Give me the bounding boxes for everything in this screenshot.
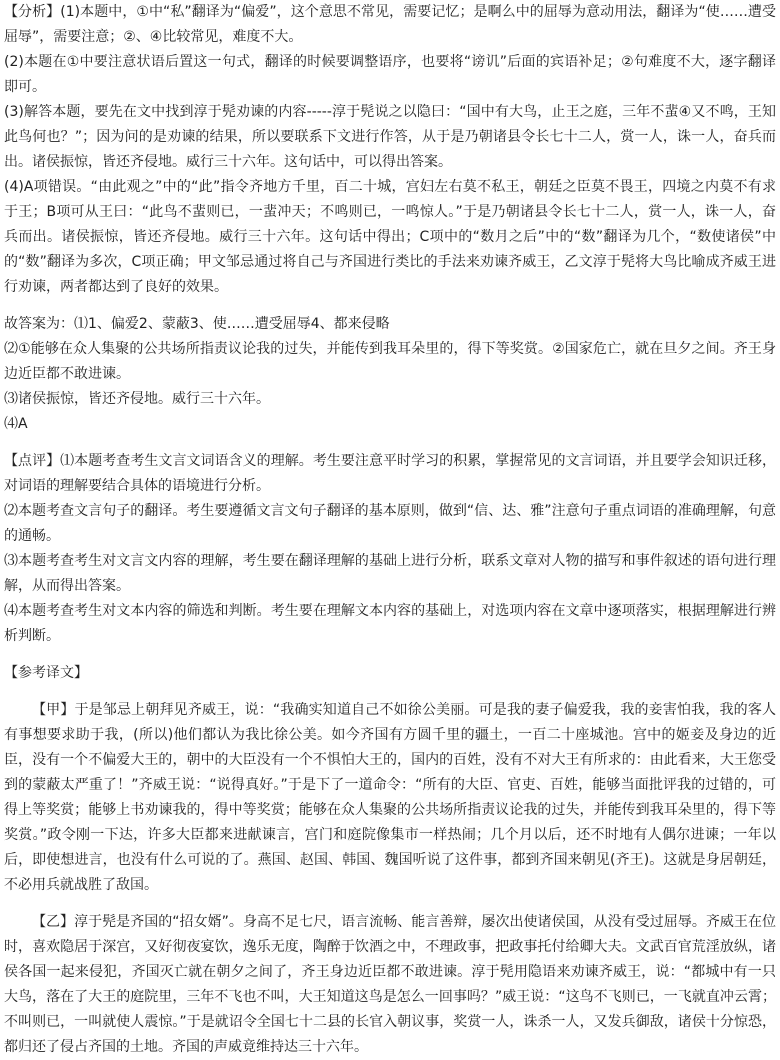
analysis-paragraph-4: (4)A项错误。“由此观之”中的“此”指令齐地方千里，百二十城，宫妇左右莫不私王，朝廷之臣莫不畏王，四境之内莫不有求于王；B项可从王曰：“此鸟不蜚则已，一蜚冲天；不鸣则已，一鸣惊人。”于是乃朝诸县令长七十二人，赏一人，诛一人，奋兵而出。诸侯振惊，皆还齐侵地。威行三十六年。这句话中得出；C项中的“数月之后”中的“数”翻译为几个，“数使诸侯”中的“数”翻译为多次，C项正确；甲文邹忌通过将自己与齐国进行类比的手法来劝谏齐威王，乙文淳于髡将大鸟比喻成齐威王进行劝谏，两者都达到了良好的效果。 (4, 179, 776, 295)
comment-section (4, 449, 776, 649)
spacer (4, 649, 776, 661)
analysis-paragraph-3: (3)解答本题，要先在文中找到淳于髡劝谏的内容-----淳于髡说之以隐曰：“国中有大鸟，止王之庭，三年不蜚④又不鸣，王知此鸟何也？”；因为问的是劝谏的结果，所以要联系下文进行作答，从于是乃朝诸县令长七十二人，赏一人，诛一人，奋兵而出。诸侯振惊，皆还齐侵地。威行三十六年。这句话中，可以得出答案。 (4, 104, 776, 170)
comment-paragraph-1: 【点评】⑴本题考查考生文言文词语含义的理解。考生要注意平时学习的积累，掌握常见的文言词语，并且要学会知识迁移，对词语的理解要结合具体的语境进行分析。 (4, 453, 776, 494)
answer-line-3: ⑶诸侯振惊，皆还齐侵地。威行三十六年。 (4, 391, 270, 407)
reference-translation-section (4, 661, 776, 1060)
comment-paragraph-4: ⑷本题考查考生对文本内容的筛选和判断。考生要在理解文本内容的基础上，对选项内容在文章中逐项落实，根据理解进行辨析判断。 (4, 603, 776, 644)
answer-line-4: ⑷A (4, 416, 28, 432)
comment-paragraph-2: ⑵本题考查文言句子的翻译。考生要遵循文言文句子翻译的基本原则，做到“信、达、雅”注意句子重点词语的准确理解，句意的通畅。 (4, 503, 776, 544)
spacer (4, 686, 776, 698)
reference-translation-heading: 【参考译文】 (4, 665, 88, 681)
spacer (4, 300, 776, 312)
comment-paragraph-3: ⑶本题考查考生对文言文内容的理解，考生要在翻译理解的基础上进行分析，联系文章对人物的描写和事件叙述的语句进行理解，从而得出答案。 (4, 553, 776, 594)
analysis-section (4, 0, 776, 300)
spacer (4, 437, 776, 449)
translation-jia-paragraph: 【甲】于是邹忌上朝拜见齐威王，说：“我确实知道自己不如徐公美丽。可是我的妻子偏爱我，我的妾害怕我，我的客人有事想要求助于我，(所以)他们都认为我比徐公美。如今齐国有方圆千里的疆土，一百二十座城池。宫中的姬妾及身边的近臣，没有一个不偏爱大王的，朝中的大臣没有一个不惧怕大王的，国内的百姓，没有不对大王有所求的：由此看来，大王您受到的蒙蔽太严重了！”齐威王说：“说得真好。”于是下了一道命令：“所有的大臣、官吏、百姓，能够当面批评我的过错的，可得上等奖赏；能够上书劝谏我的，得中等奖赏；能够在众人集聚的公共场所指责议论我的过失，并能传到我耳朵里的，得下等奖赏。”政令刚一下达，许多大臣都来进献谏言，宫门和庭院像集市一样热闹；几个月以后，还不时地有人偶尔进谏；一年以后，即使想进言，也没有什么可说的了。燕国、赵国、韩国、魏国听说了这件事，都到齐国来朝见(齐王)。这就是身居朝廷，不必用兵就战胜了敌国。 (4, 702, 776, 893)
spacer (4, 898, 776, 910)
translation-yi-paragraph: 【乙】淳于髡是齐国的“招女婿”。身高不足七尺，语言流畅、能言善辩，屡次出使诸侯国，从没有受过屈辱。齐威王在位时，喜欢隐居于深宫，又好彻夜宴饮，逸乐无度，陶醉于饮酒之中，不理政事，把政事托付给卿大夫。文武百官荒淫放纵，诸侯各国一起来侵犯，齐国灭亡就在朝夕之间了，齐王身边近臣都不敢进谏。淳于髡用隐语来劝谏齐威王，说：“都城中有一只大鸟，落在了大王的庭院里，三年不飞也不叫，大王知道这鸟是怎么一回事吗？”威王说：“这鸟不飞则已，一飞就直冲云霄；不叫则已，一叫就使人震惊。”于是就诏令全国七十二县的长官入朝议事，奖赏一人，诛杀一人，又发兵御敌，诸侯十分惊恐，都归还了侵占齐国的土地。齐国的声威竟维持达三十六年。 (4, 914, 776, 1055)
analysis-paragraph-2: (2)本题在①中要注意状语后置这一句式，翻译的时候要调整语序，也要将“谤讥”后面的宾语补足；②句难度不大，逐字翻译即可。 (4, 54, 776, 95)
analysis-paragraph-1: 【分析】(1)本题中，①中“私”翻译为“偏爱”，这个意思不常见，需要记忆；是啊么中的屈辱为意动用法，翻译为“使……遭受屈辱”，需要注意；②、④比较常见，难度不大。 (4, 4, 776, 45)
answer-section (4, 312, 776, 437)
answer-line-2: ⑵①能够在众人集聚的公共场所指责议论我的过失，并能传到我耳朵里的，得下等奖赏。②国家危亡，就在旦夕之间。齐王身边近臣都不敢进谏。 (4, 341, 776, 382)
answer-line-1: 故答案为：⑴1、偏爱2、蒙蔽3、使……遭受屈辱4、都来侵略 (4, 316, 390, 332)
